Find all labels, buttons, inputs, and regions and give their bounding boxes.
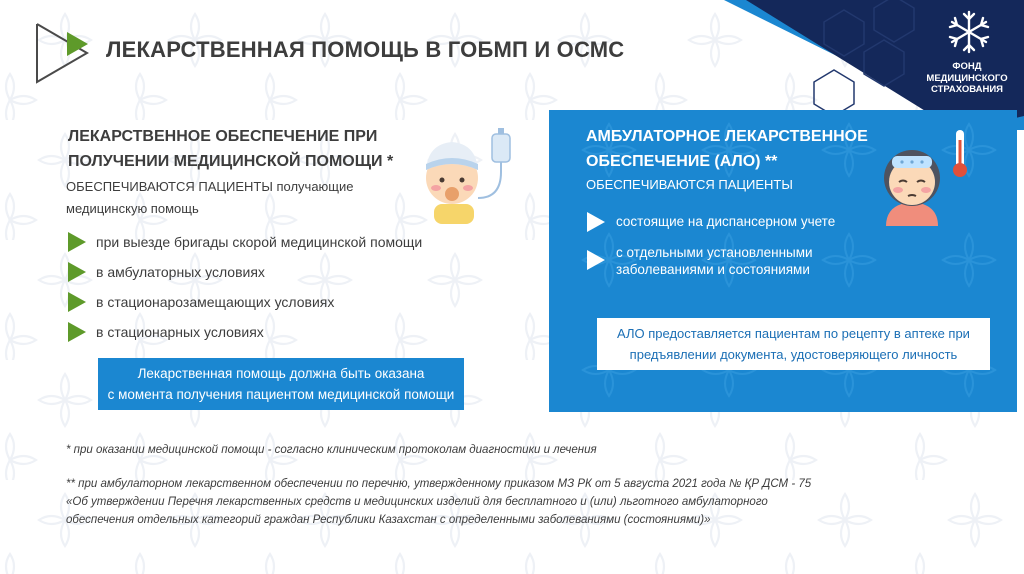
list-item: [66, 287, 422, 317]
snowflake-logo-icon: [944, 8, 994, 56]
title-arrow-icon: [34, 22, 94, 84]
logo-text: [912, 61, 1022, 96]
green-triangle-icon: [66, 320, 88, 344]
left-sub-line2: медицинскую помощь: [66, 201, 199, 216]
left-note-line2: с момента получения пациентом медицинской помощи: [107, 387, 455, 402]
page-title: ЛЕКАРСТВЕННАЯ ПОМОЩЬ В ГОБМП И ОСМС: [106, 37, 625, 62]
footnote-1: * при оказании медицинской помощи - согласно клиническим протоколам диагностики и лечения: [66, 444, 597, 456]
sick-patient-thermometer-icon: [872, 126, 976, 226]
left-note-box: [98, 358, 464, 410]
right-note-line2: предъявлении документа, удостоверяющего личность: [629, 347, 958, 362]
right-note-box: [597, 318, 990, 370]
list-item-text: в стационарозамещающих условиях: [96, 294, 335, 310]
logo-line: ФОНД: [952, 61, 982, 72]
footnote-2-line3: обеспечения отдельных категорий граждан Республики Казахстан с определенными заболеваниями (состояниями)»: [66, 514, 711, 526]
list-item: [586, 244, 813, 278]
white-triangle-icon: [586, 210, 606, 234]
green-triangle-icon: [66, 230, 88, 254]
left-heading-line2: ПОЛУЧЕНИИ МЕДИЦИНСКОЙ ПОМОЩИ *: [68, 153, 394, 170]
right-heading-line1: АМБУЛАТОРНОЕ ЛЕКАРСТВЕННОЕ: [586, 128, 868, 145]
left-list: [66, 227, 422, 347]
list-item: [66, 227, 422, 257]
green-triangle-icon: [66, 260, 88, 284]
left-subheading: [66, 176, 353, 220]
left-sub-rest: получающие: [272, 179, 354, 194]
footnote-2-line2: «Об утверждении Перечня лекарственных средств и медицинских изделий для бесплатного и (или) льготного амбулаторного: [66, 496, 768, 508]
list-item-text: при выезде бригады скорой медицинской помощи: [96, 234, 423, 250]
list-item-text: состоящие на диспансерном учете: [616, 214, 836, 229]
white-triangle-icon: [586, 248, 606, 272]
list-item: [66, 317, 422, 347]
logo-line: СТРАХОВАНИЯ: [930, 84, 1004, 95]
left-heading: [68, 124, 393, 174]
left-sub-caps: ОБЕСПЕЧИВАЮТСЯ ПАЦИЕНТЫ: [66, 179, 273, 194]
right-heading-line2: ОБЕСПЕЧЕНИЕ (АЛО) **: [586, 153, 778, 170]
footnote-2-line1: ** при амбулаторном лекарственном обеспечении по перечню, утвержденному приказом МЗ РК от 5 августа 2021 года № ҚР ДСМ - 75: [66, 478, 812, 490]
right-subheading: ОБЕСПЕЧИВАЮТСЯ ПАЦИЕНТЫ: [586, 177, 793, 192]
left-note-line1: Лекарственная помощь должна быть оказана: [137, 366, 425, 381]
right-heading: [586, 124, 868, 174]
patient-with-iv-icon: [412, 128, 518, 224]
list-item-line1: с отдельными установленными: [616, 245, 813, 260]
right-note-line1: АЛО предоставляется пациентам по рецепту в аптеке при: [617, 326, 970, 341]
logo-line: МЕДИЦИНСКОГО: [926, 72, 1008, 84]
list-item-text: в стационарных условиях: [96, 324, 264, 340]
list-item: [66, 257, 422, 287]
list-item-line2: заболеваниями и состояниями: [616, 262, 810, 277]
list-item-text: [616, 244, 813, 278]
left-heading-line1: ЛЕКАРСТВЕННОЕ ОБЕСПЕЧЕНИЕ ПРИ: [68, 128, 378, 145]
list-item-text: в амбулаторных условиях: [96, 264, 265, 280]
list-item: [586, 210, 835, 234]
green-triangle-icon: [66, 290, 88, 314]
